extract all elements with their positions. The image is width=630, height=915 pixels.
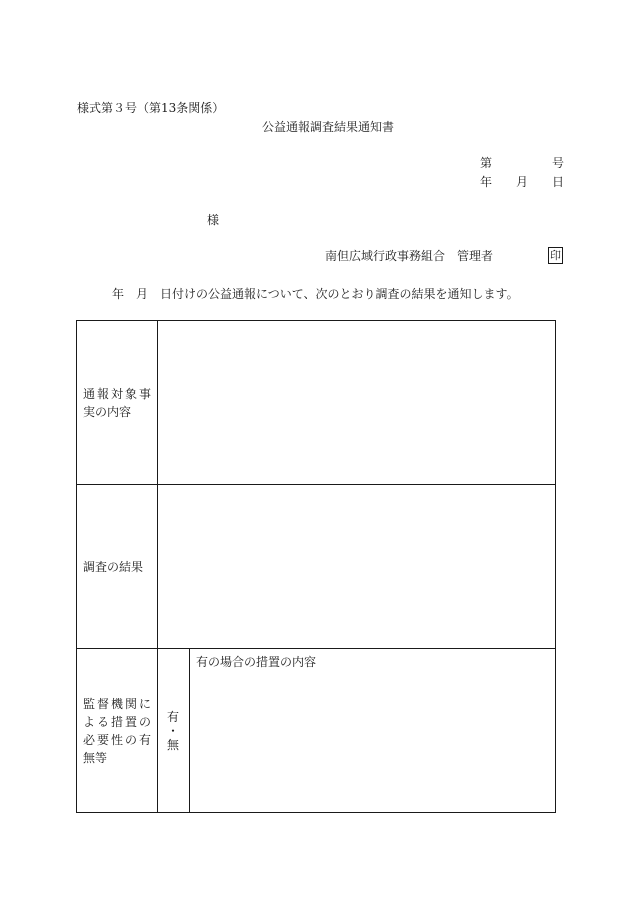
investigation-result-label-cell [77,485,158,648]
date-day-label: 日 [552,175,565,189]
investigation-result-label: 調査の結果 [83,559,144,574]
yes-option[interactable]: 有 [166,709,179,724]
supervisory-measures-label-cell [77,649,158,812]
seal-mark: 印 [550,249,561,262]
table-row-investigation-result [77,485,555,649]
investigation-result-content[interactable] [157,485,555,648]
result-table [76,320,556,813]
supervisory-measures-label-line-3: 必要性の有 [83,732,151,747]
supervisory-measures-label-line-1: 監督機関に [83,696,151,711]
supervisory-measures-label-line-4: 無等 [83,750,108,765]
yes-no-choice-cell[interactable] [157,649,190,812]
supervisory-measures-label [77,695,151,767]
date-month-label: 月 [516,175,529,189]
intro-text: 年 月 日付けの公益通報について、次のとおり調査の結果を通知します。 [112,287,519,301]
table-row-supervisory-measures [77,649,555,812]
addressee-honorific: 様 [207,213,220,227]
choice-separator: ・ [166,723,179,738]
document-title: 公益通報調査結果通知書 [262,120,395,134]
doc-number-suffix: 号 [552,156,565,170]
reported-facts-label-cell [77,321,158,484]
measures-content-cell[interactable] [189,649,555,812]
measures-content-label: 有の場合の措置の内容 [196,655,317,669]
reported-facts-content[interactable] [157,321,555,484]
no-option[interactable]: 無 [166,737,179,752]
reported-facts-label-line-1: 通報対象事 [83,386,151,401]
form-number: 様式第３号（第13条関係） [77,101,225,115]
table-row-reported-facts [77,321,555,485]
reported-facts-label [77,385,151,421]
reported-facts-label-line-2: 実の内容 [83,404,132,419]
doc-number-prefix: 第 [480,156,493,170]
date-year-label: 年 [480,175,493,189]
sender-name: 南但広域行政事務組合 管理者 [325,249,494,263]
supervisory-measures-label-line-2: よる措置の [83,714,151,729]
